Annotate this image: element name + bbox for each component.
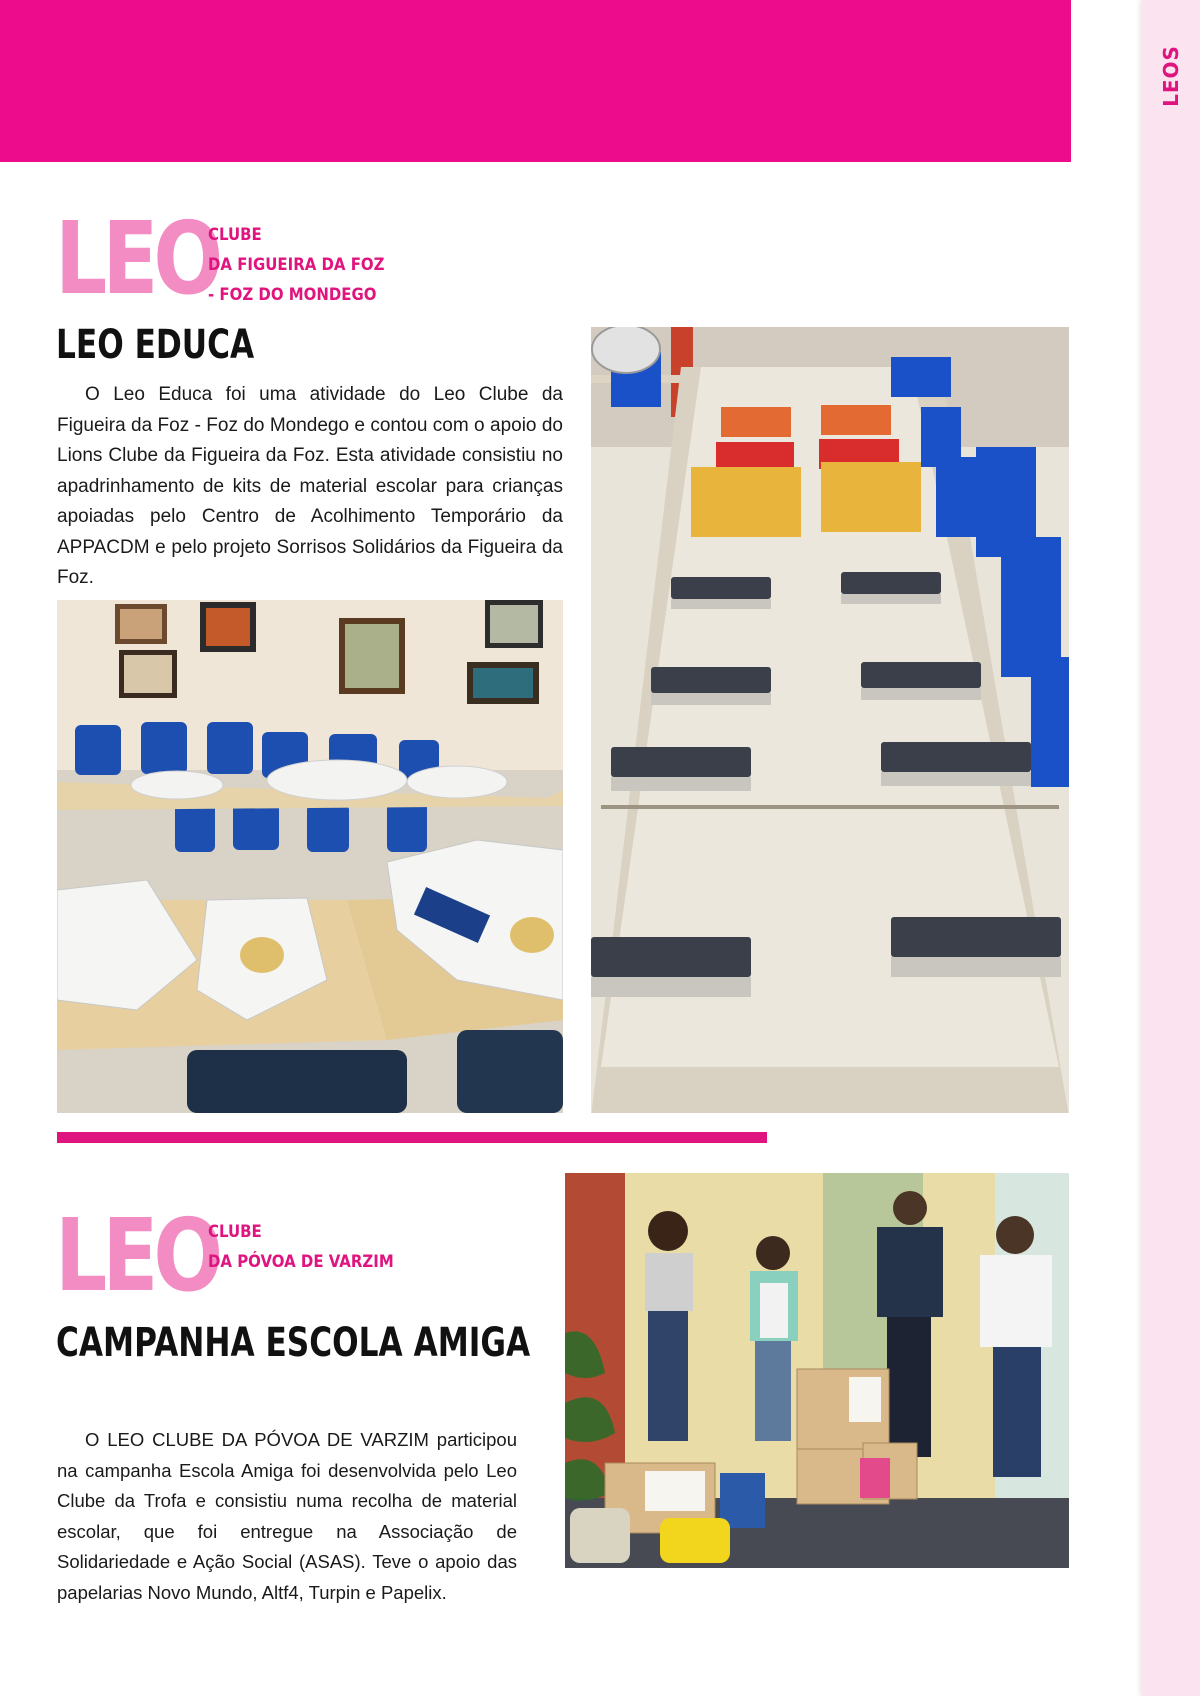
article-paragraph: O Leo Educa foi uma atividade do Leo Clube da Figueira da Foz - Foz do Mondego e contou com o apoio do Lions Clube da Figueira da Foz. Esta atividade consistiu no apadrinhamento de kits de material escolar para crianças apoiadas pelo Centro de Acolhimento Temporário da APPACDM e pelo projeto Sorrisos Solidários da Figueira da Foz. (57, 384, 563, 588)
article-paragraph: O LEO CLUBE DA PÓVOA DE VARZIM participou na campanha Escola Amiga foi desenvolvida pelo Leo Clube da Trofa e consistiu numa recolha de material escolar, que foi entregue na Associação de Solidariedade e Ação Social (ASAS). Teve o apoio das papelarias Novo Mundo, Altf4, Turpin e Papelix. (57, 1429, 517, 1603)
section-divider (57, 1132, 767, 1143)
logo-line: CLUBE (208, 1222, 262, 1242)
side-tab-label: LEOS (1159, 45, 1183, 107)
logo-line: - FOZ DO MONDEGO (208, 285, 377, 305)
logo-leo-text: LEO (55, 1197, 219, 1314)
header-band (0, 0, 1071, 162)
logo-line: DA FIGUEIRA DA FOZ (208, 255, 385, 275)
photo-kits-table (591, 327, 1069, 1113)
logo-club-name (208, 218, 409, 310)
photo-bags-room (57, 600, 563, 1113)
leo-logo-povoa (55, 1197, 419, 1314)
logo-line: DA PÓVOA DE VARZIM (208, 1252, 394, 1272)
headline-escola-amiga: CAMPANHA ESCOLA AMIGA (56, 1320, 531, 1366)
headline-leo-educa: LEO EDUCA (56, 322, 255, 368)
photo-group-donation (565, 1173, 1069, 1568)
leo-logo-figueira (55, 200, 409, 317)
logo-line: CLUBE (208, 225, 262, 245)
side-tab-strip (1142, 0, 1200, 1696)
logo-leo-text: LEO (55, 200, 219, 317)
side-tab (1148, 46, 1194, 106)
logo-club-name (208, 1215, 419, 1277)
